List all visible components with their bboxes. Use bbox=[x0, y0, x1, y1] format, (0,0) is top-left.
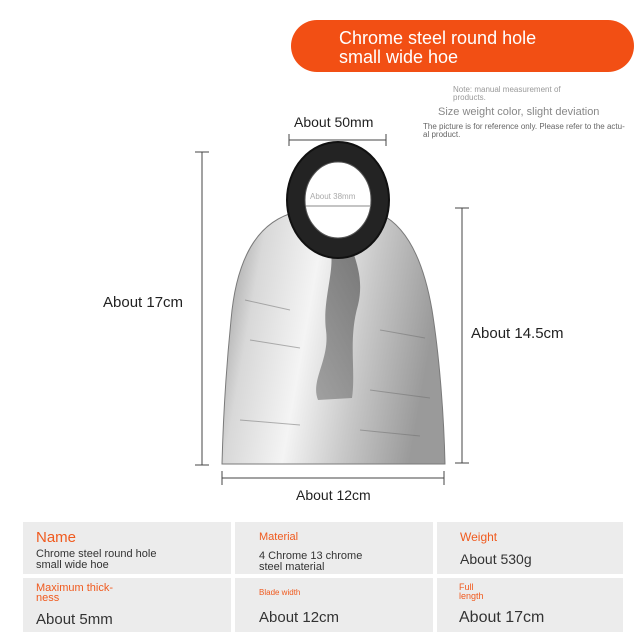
spec-cell-material bbox=[235, 522, 433, 574]
spec-value: About 5mm bbox=[36, 611, 113, 628]
dim-blade-width-label: About 12cm bbox=[296, 487, 371, 503]
spec-value-line-1: 4 Chrome 13 chrome bbox=[259, 550, 363, 562]
note-reference-line-1: The picture is for reference only. Please refer to the actu- bbox=[423, 122, 625, 131]
spec-value: About 17cm bbox=[459, 609, 545, 626]
note-reference-line-2: al product. bbox=[423, 130, 461, 139]
note-measure-line-1: Note: manual measurement of bbox=[453, 85, 561, 94]
spec-cell-name bbox=[23, 522, 231, 574]
dim-blade-height-label: About 14.5cm bbox=[471, 325, 564, 342]
spec-key-line-2: length bbox=[459, 591, 484, 601]
spec-cell-thickness bbox=[23, 578, 231, 632]
spec-value-line-2: small wide hoe bbox=[36, 559, 109, 571]
spec-key bbox=[459, 583, 484, 601]
spec-cell-full-length bbox=[437, 578, 623, 632]
spec-value: About 12cm bbox=[259, 609, 340, 626]
spec-key-line-2: ness bbox=[36, 592, 60, 604]
spec-value bbox=[259, 551, 362, 573]
spec-cell-blade-width bbox=[235, 578, 433, 632]
note-deviation: Size weight color, slight deviation bbox=[438, 106, 600, 118]
spec-key: Blade width bbox=[259, 588, 301, 597]
spec-value: About 530g bbox=[460, 551, 532, 567]
spec-value-line-1: Chrome steel round hole bbox=[36, 548, 157, 560]
spec-cell-weight bbox=[437, 522, 623, 574]
spec-key: Material bbox=[259, 531, 299, 543]
spec-key-line-1: Full bbox=[459, 582, 474, 592]
spec-key-line-1: Maximum thick- bbox=[36, 582, 114, 594]
spec-key bbox=[36, 583, 113, 603]
title-line-2: small wide hoe bbox=[339, 47, 459, 67]
dim-total-height-label: About 17cm bbox=[103, 294, 184, 311]
note-measure-line-2: products. bbox=[453, 93, 486, 102]
dim-hole-label: About 38mm bbox=[310, 192, 356, 201]
spec-value bbox=[36, 549, 156, 571]
spec-value-line-2: steel material bbox=[259, 561, 325, 573]
spec-key: Weight bbox=[460, 530, 498, 544]
title-line-1: Chrome steel round hole bbox=[339, 28, 537, 48]
spec-key: Name bbox=[36, 529, 77, 546]
dim-top-width-label: About 50mm bbox=[294, 114, 374, 130]
